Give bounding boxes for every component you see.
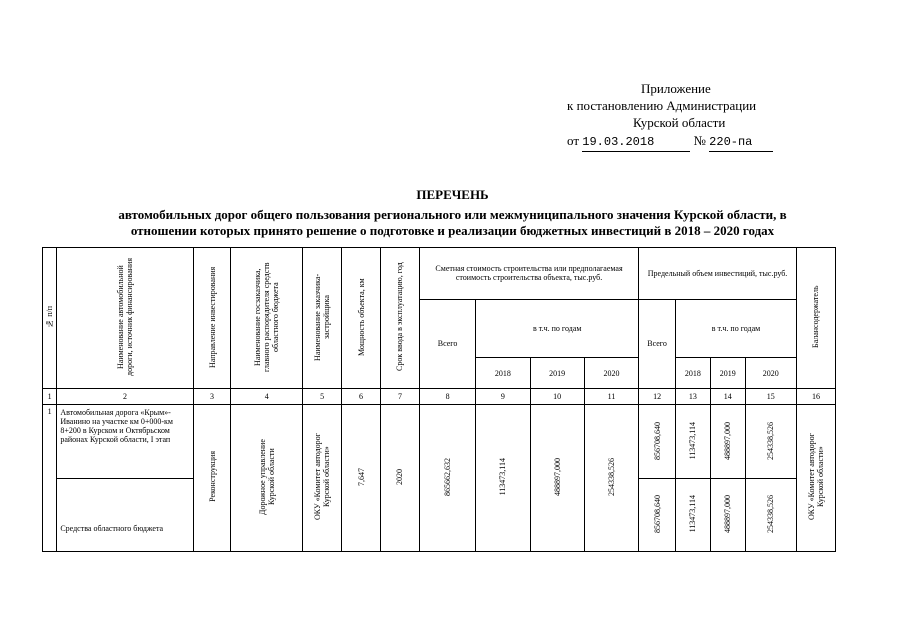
header-est-2018: 2018 xyxy=(476,357,530,388)
col-number: 1 xyxy=(43,389,57,405)
est-total-cell: 865662,632 xyxy=(419,404,475,551)
roads-table xyxy=(42,247,836,552)
inv-2018-cell: 113473,114 xyxy=(676,404,711,479)
col-number: 13 xyxy=(676,389,711,405)
col-number: 6 xyxy=(342,389,381,405)
header-num: № п/п xyxy=(43,248,57,389)
capacity-cell: 7,647 xyxy=(342,404,381,551)
year-cell: 2020 xyxy=(381,404,420,551)
col-number: 10 xyxy=(530,389,584,405)
header-inv-2018: 2018 xyxy=(676,357,711,388)
funding-source-cell: Средства областного бюджета xyxy=(57,479,193,552)
resolution-number: 220-па xyxy=(709,134,773,152)
col-number: 8 xyxy=(419,389,475,405)
header-year: Срок ввода в эксплуатацию, год xyxy=(381,248,420,389)
direction-cell: Реконструкция xyxy=(193,404,231,551)
header-direction: Направление инвестирования xyxy=(193,248,231,389)
est-2020-cell: 254338,526 xyxy=(584,404,638,551)
developer-cell: ОКУ «Комитет автодорог Курской области» xyxy=(303,404,342,551)
resolution-date: 19.03.2018 xyxy=(582,134,690,152)
header-investment-limit: Предельный объем инвестиций, тыс.руб. xyxy=(639,248,797,300)
header-road-name: Наименование автомобильной дороги, источник финансирования xyxy=(57,248,193,389)
inv-2019-cell: 488897,000 xyxy=(710,404,745,479)
col-number: 16 xyxy=(796,389,835,405)
balance-holder-cell: ОКУ «Комитет автодорог Курской области» xyxy=(796,404,835,551)
column-numbers-row xyxy=(43,389,836,405)
inv-2020-budget-cell: 254338,526 xyxy=(745,479,796,552)
col-number: 5 xyxy=(303,389,342,405)
appendix-date-line xyxy=(555,132,815,152)
header-est-total: Всего xyxy=(419,299,475,388)
road-name-cell: Автомобильная дорога «Крым»-Иванино на участке км 0+000-км 8+200 в Курском и Октябрьском районах Курской области, I этап xyxy=(57,404,193,479)
col-number: 12 xyxy=(639,389,676,405)
inv-total-budget-cell: 856708,640 xyxy=(639,479,676,552)
header-estimated-cost: Сметная стоимость строительства или предполагаемая стоимость строительства объекта, тыс.руб. xyxy=(419,248,638,300)
col-number: 11 xyxy=(584,389,638,405)
header-inv-2020: 2020 xyxy=(745,357,796,388)
col-number: 15 xyxy=(745,389,796,405)
gov-customer-cell: Дорожное управление Курской области xyxy=(231,404,303,551)
document-title: ПЕРЕЧЕНЬ xyxy=(416,187,489,202)
header-inv-2019: 2019 xyxy=(710,357,745,388)
inv-2020-cell: 254338,526 xyxy=(745,404,796,479)
header-inv-total: Всего xyxy=(639,299,676,388)
number-sign: № xyxy=(693,133,706,148)
inv-total-cell: 856708,640 xyxy=(639,404,676,479)
header-developer: Наименование заказчика-застройщика xyxy=(303,248,342,389)
col-number: 7 xyxy=(381,389,420,405)
inv-2018-budget-cell: 113473,114 xyxy=(676,479,711,552)
est-2019-cell: 488897,000 xyxy=(530,404,584,551)
col-number: 9 xyxy=(476,389,530,405)
header-capacity: Мощность объекта, км xyxy=(342,248,381,389)
header-inv-by-years: в т.ч. по годам xyxy=(676,299,797,357)
header-gov-customer: Наименование госзаказчика, главного распорядителя средств областного бюджета xyxy=(231,248,303,389)
inv-2019-budget-cell: 488897,000 xyxy=(710,479,745,552)
document-subtitle-line1: автомобильных дорог общего пользования регионального или межмуниципального значения Курской области, в xyxy=(118,207,787,222)
header-est-2020: 2020 xyxy=(584,357,638,388)
col-number: 3 xyxy=(193,389,231,405)
appendix-block xyxy=(555,80,815,152)
appendix-resolution: к постановлению Администрации xyxy=(567,98,757,113)
table-row xyxy=(43,404,836,479)
header-est-2019: 2019 xyxy=(530,357,584,388)
appendix-title: Приложение xyxy=(641,81,711,96)
col-number: 14 xyxy=(710,389,745,405)
header-balance-holder: Балансодержатель xyxy=(796,248,835,389)
document-subtitle-line2: отношении которых принято решение о подготовке и реализации бюджетных инвестиций в 2018 – 2020 годах xyxy=(130,223,775,238)
appendix-region: Курской области xyxy=(633,115,726,130)
row-num: 1 xyxy=(43,404,57,551)
date-prefix: от xyxy=(567,133,580,148)
col-number: 4 xyxy=(231,389,303,405)
col-number: 2 xyxy=(57,389,193,405)
est-2018-cell: 113473,114 xyxy=(476,404,530,551)
header-est-by-years: в т.ч. по годам xyxy=(476,299,639,357)
